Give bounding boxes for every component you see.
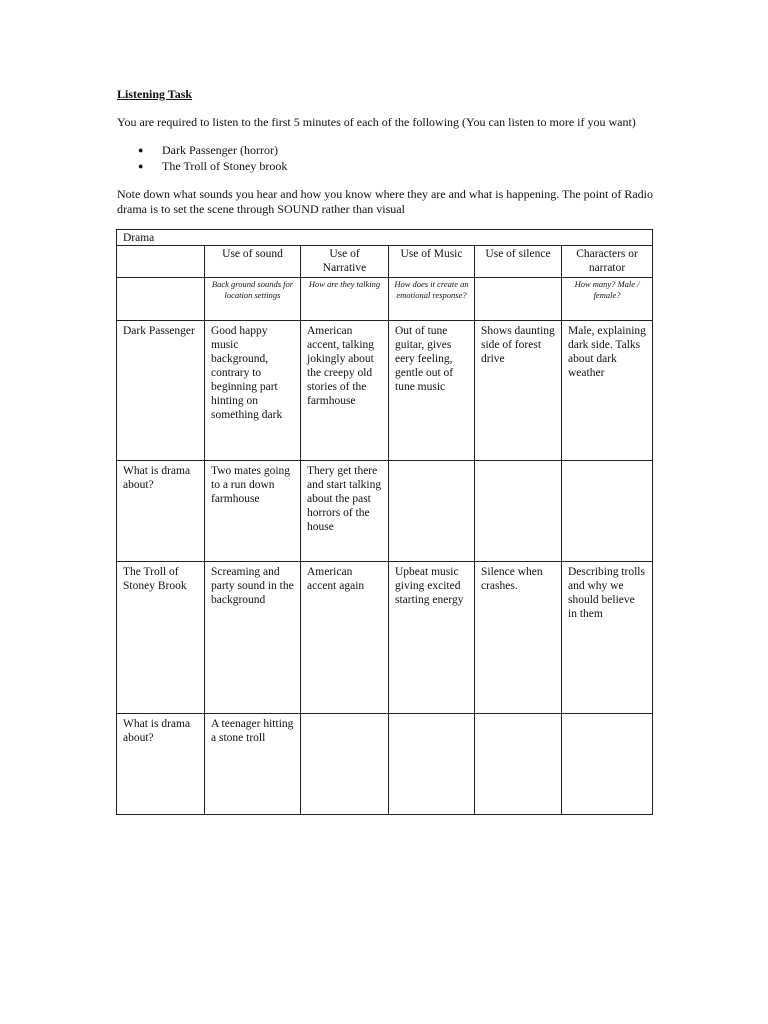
column-header: Use of Narrative [301, 246, 389, 278]
column-header: Characters or narrator [562, 246, 653, 278]
column-subheader: How many? Male / female? [562, 278, 653, 321]
drama-header-cell: Drama [117, 230, 653, 246]
column-subheader [475, 278, 562, 321]
table-cell: Describing trolls and why we should believe in them [562, 562, 653, 714]
list-item: ● The Troll of Stoney brook [117, 158, 287, 174]
table-cell: Screaming and party sound in the background [205, 562, 301, 714]
table-row [117, 230, 653, 246]
note-paragraph: Note down what sounds you hear and how you know where they are and what is happening. The point of Radio drama is to set the scene through SOUND rather than visual [117, 187, 653, 216]
table-cell: Good happy music background, contrary to beginning part hinting on something dark [205, 321, 301, 461]
table-cell [562, 461, 653, 562]
table-cell [301, 714, 389, 815]
table-row [117, 562, 653, 714]
row-label: What is drama about? [117, 714, 205, 815]
table-row [117, 461, 653, 562]
table-cell: Silence when crashes. [475, 562, 562, 714]
intro-paragraph: You are required to listen to the first 5 minutes of each of the following (You can listen to more if you want) [117, 115, 636, 129]
table-cell: A teenager hitting a stone troll [205, 714, 301, 815]
table-cell [475, 714, 562, 815]
table-cell [475, 461, 562, 562]
table-row [117, 246, 653, 278]
column-subheader: How does it create an emotional response? [389, 278, 475, 321]
table-cell: Thery get there and start talking about the past horrors of the house [301, 461, 389, 562]
listening-table [116, 229, 653, 815]
table-cell: American accent again [301, 562, 389, 714]
list-item: ● Dark Passenger (horror) [117, 142, 287, 158]
table-cell [562, 714, 653, 815]
column-subheader: How are they talking [301, 278, 389, 321]
table-cell [389, 461, 475, 562]
drama-list [117, 142, 287, 174]
table-cell: Male, explaining dark side. Talks about dark weather [562, 321, 653, 461]
table-cell: American accent, talking jokingly about the creepy old stories of the farmhouse [301, 321, 389, 461]
empty-cell [117, 246, 205, 278]
table-cell: Shows daunting side of forest drive [475, 321, 562, 461]
row-label: What is drama about? [117, 461, 205, 562]
column-header: Use of silence [475, 246, 562, 278]
table-row [117, 278, 653, 321]
page-title: Listening Task [117, 87, 193, 101]
table-cell [389, 714, 475, 815]
table-row [117, 714, 653, 815]
table-cell: Upbeat music giving excited starting energy [389, 562, 475, 714]
table-cell: Two mates going to a run down farmhouse [205, 461, 301, 562]
empty-cell [117, 278, 205, 321]
column-subheader: Back ground sounds for location settings [205, 278, 301, 321]
row-label: Dark Passenger [117, 321, 205, 461]
row-label: The Troll of Stoney Brook [117, 562, 205, 714]
column-header: Use of sound [205, 246, 301, 278]
table-cell: Out of tune guitar, gives eery feeling, gentle out of tune music [389, 321, 475, 461]
table-row [117, 321, 653, 461]
column-header: Use of Music [389, 246, 475, 278]
